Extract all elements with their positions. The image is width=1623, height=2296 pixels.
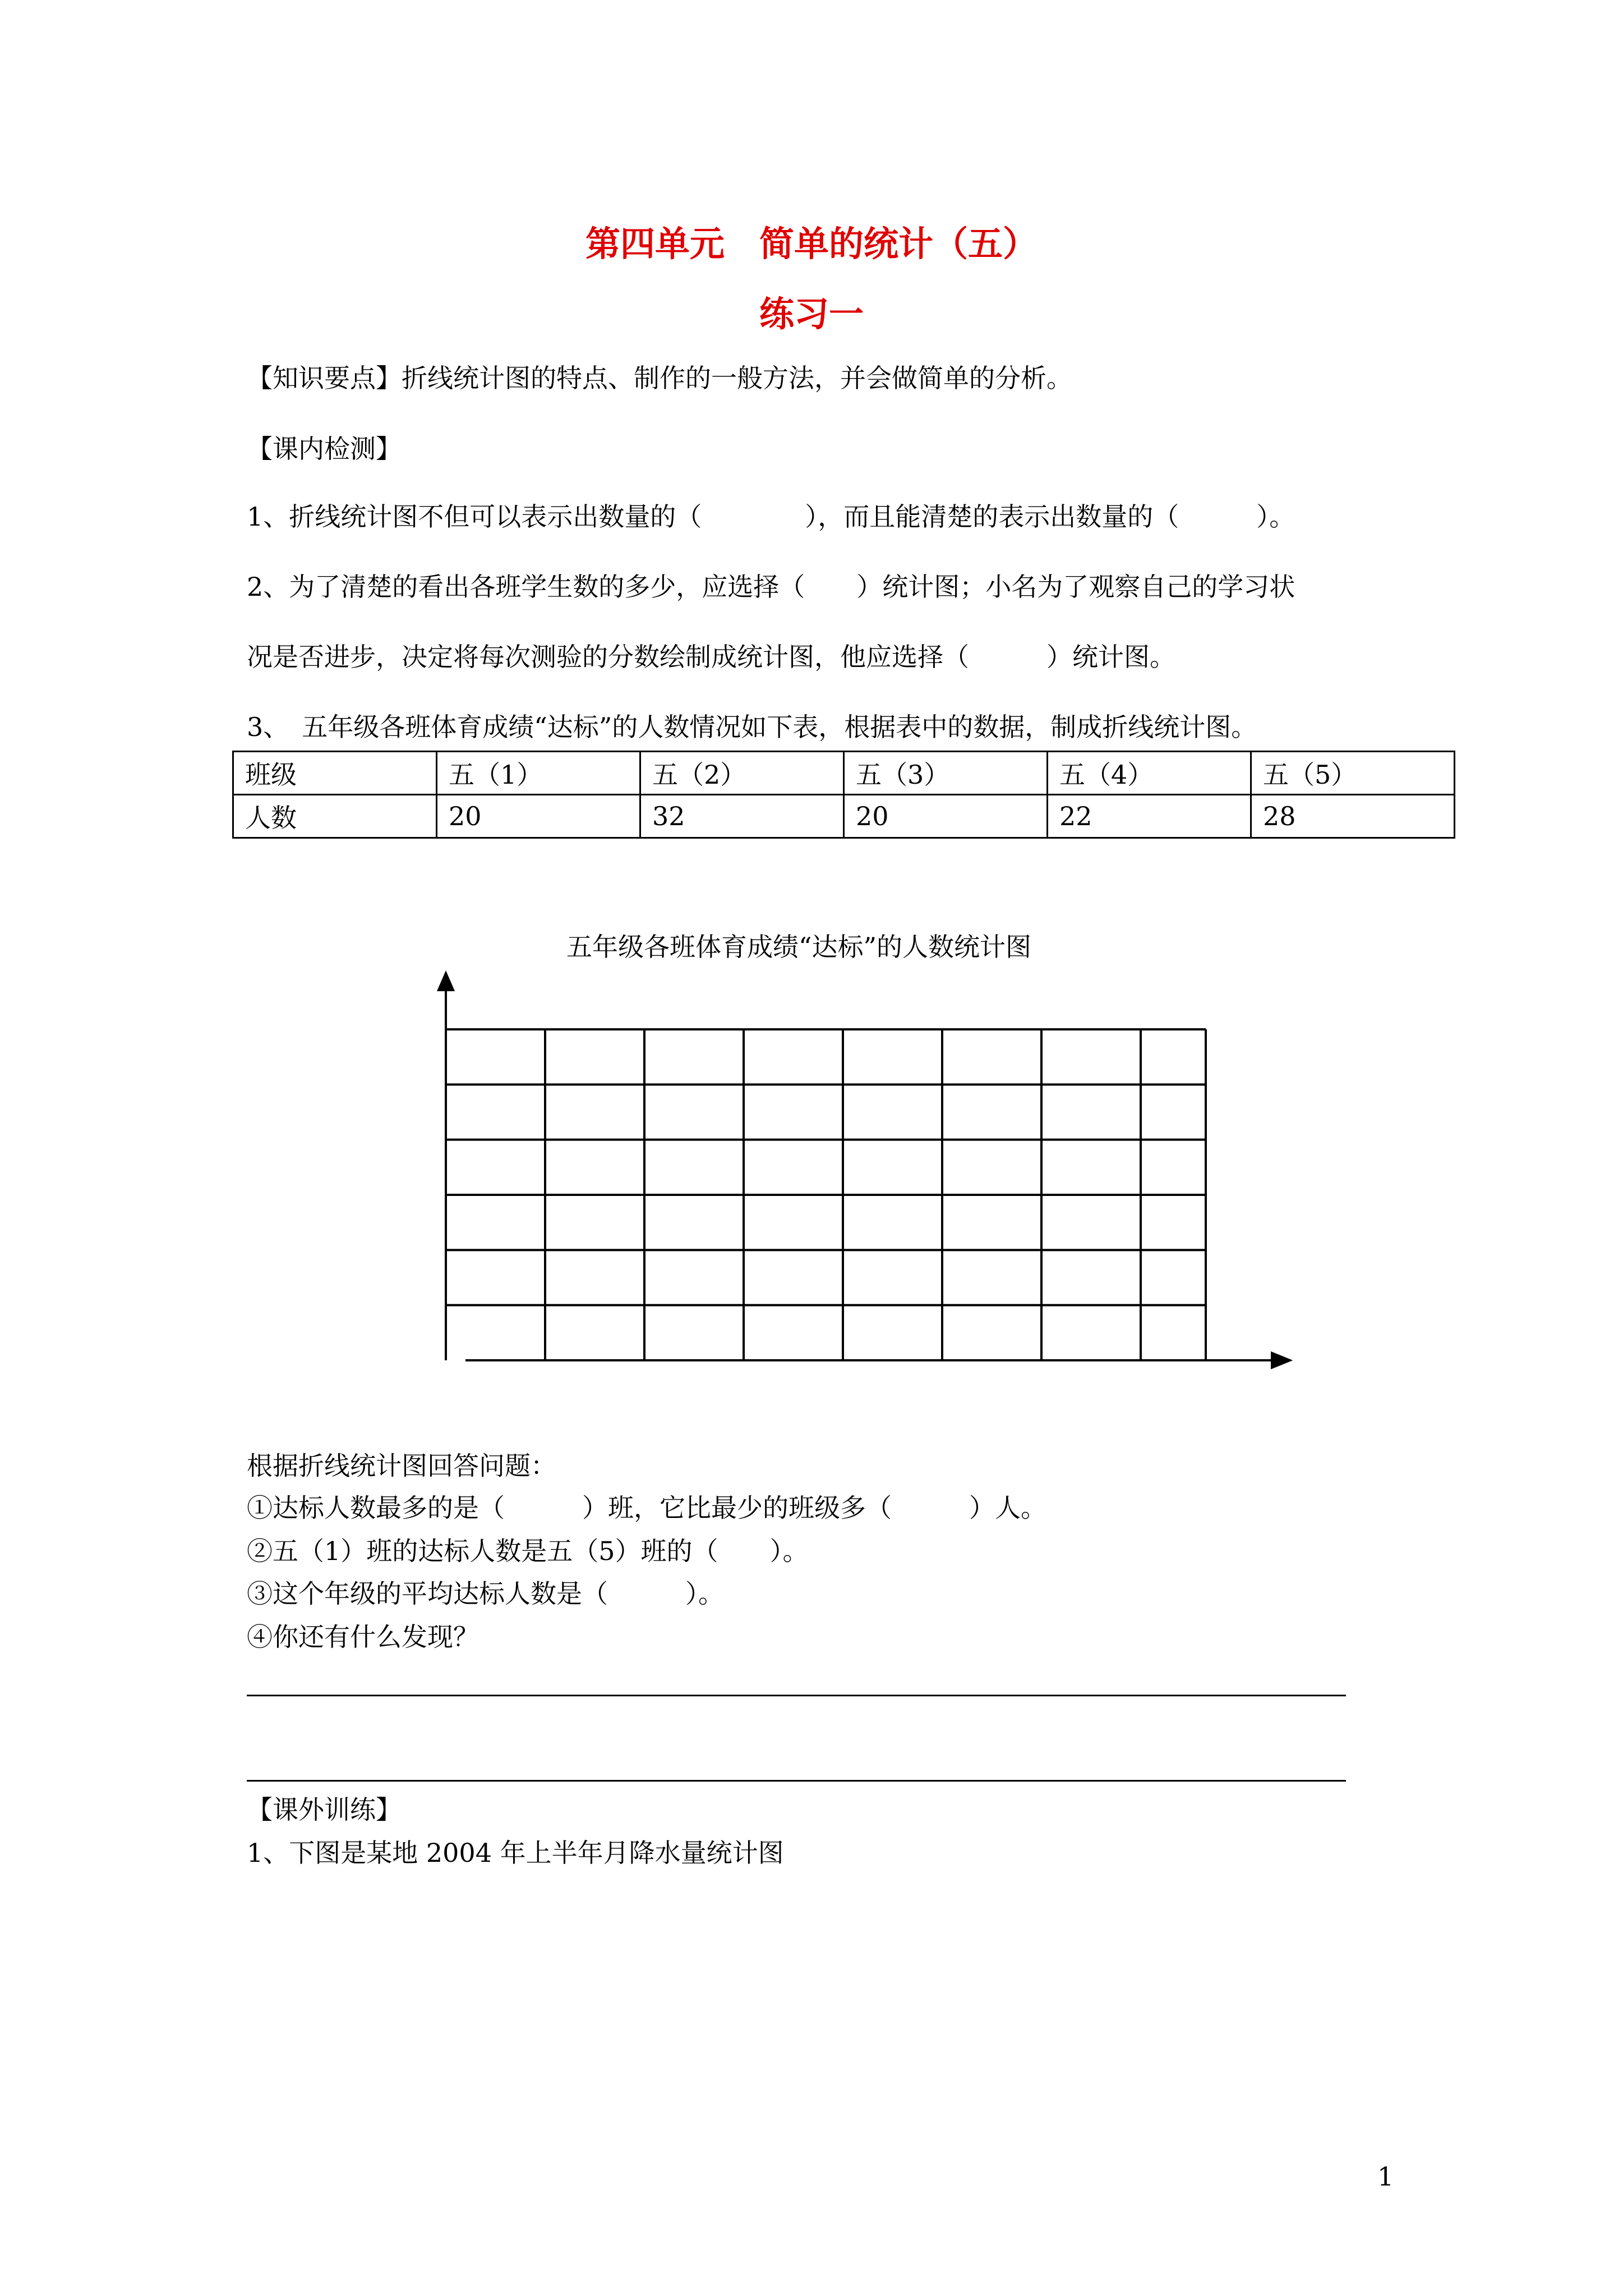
questions-intro: 根据折线统计图回答问题：: [247, 1451, 556, 1481]
chart-title: 五年级各班体育成绩“达标”的人数统计图: [566, 932, 1032, 962]
table-cell: 20: [844, 795, 1048, 838]
in-class-label: 【课内检测】: [247, 434, 402, 464]
table-cell: 20: [437, 795, 640, 838]
page-subtitle: 练习一: [759, 293, 864, 334]
question-d: ④你还有什么发现？: [247, 1622, 479, 1652]
question-a: ①达标人数最多的是（ ）班，它比最少的班级多（ ）人。: [247, 1493, 1046, 1523]
question-1: 1、折线统计图不但可以表示出数量的（ ），而且能清楚的表示出数量的（ ）。: [247, 501, 1295, 532]
page-number: 1: [1377, 2161, 1394, 2192]
question-b: ②五（1）班的达标人数是五（5）班的（ ）。: [247, 1536, 809, 1566]
chart-grid: [446, 1029, 1206, 1360]
table-cell: 五（1）: [437, 752, 640, 795]
knowledge-text: 折线统计图的特点、制作的一般方法，并会做简单的分析。: [402, 363, 1072, 393]
x-axis-arrow-icon: [1272, 1353, 1290, 1368]
table-cell: 22: [1048, 795, 1251, 838]
table-cell: 班级: [233, 752, 437, 795]
knowledge-label: 【知识要点】: [247, 363, 402, 393]
chart-axes: [439, 973, 1290, 1368]
table-cell: 五（3）: [844, 752, 1048, 795]
answer-line: [247, 1695, 1346, 1696]
out-class-label: 【课外训练】: [247, 1795, 402, 1825]
question-c: ③这个年级的平均达标人数是（ ）。: [247, 1579, 724, 1609]
question-3: 3、 五年级各班体育成绩“达标”的人数情况如下表，根据表中的数据，制成折线统计图。: [247, 712, 1257, 742]
y-axis-arrow-icon: [439, 973, 453, 990]
page-title: 第四单元 简单的统计（五）: [585, 223, 1038, 264]
question-2-line-2: 况是否进步，决定将每次测验的分数绘制成统计图，他应选择（ ）统计图。: [247, 642, 1175, 672]
out-class-question-1: 1、下图是某地 2004 年上半年月降水量统计图: [247, 1838, 784, 1868]
table-cell: 五（2）: [640, 752, 844, 795]
table-cell: 人数: [233, 795, 437, 838]
table-cell: 五（4）: [1048, 752, 1251, 795]
table-cell: 28: [1251, 795, 1455, 838]
question-2-line-1: 2、为了清楚的看出各班学生数的多少，应选择（ ）统计图；小名为了观察自己的学习状: [247, 572, 1295, 602]
table-cell: 32: [640, 795, 844, 838]
answer-line: [247, 1780, 1346, 1782]
table-cell: 五（5）: [1251, 752, 1455, 795]
